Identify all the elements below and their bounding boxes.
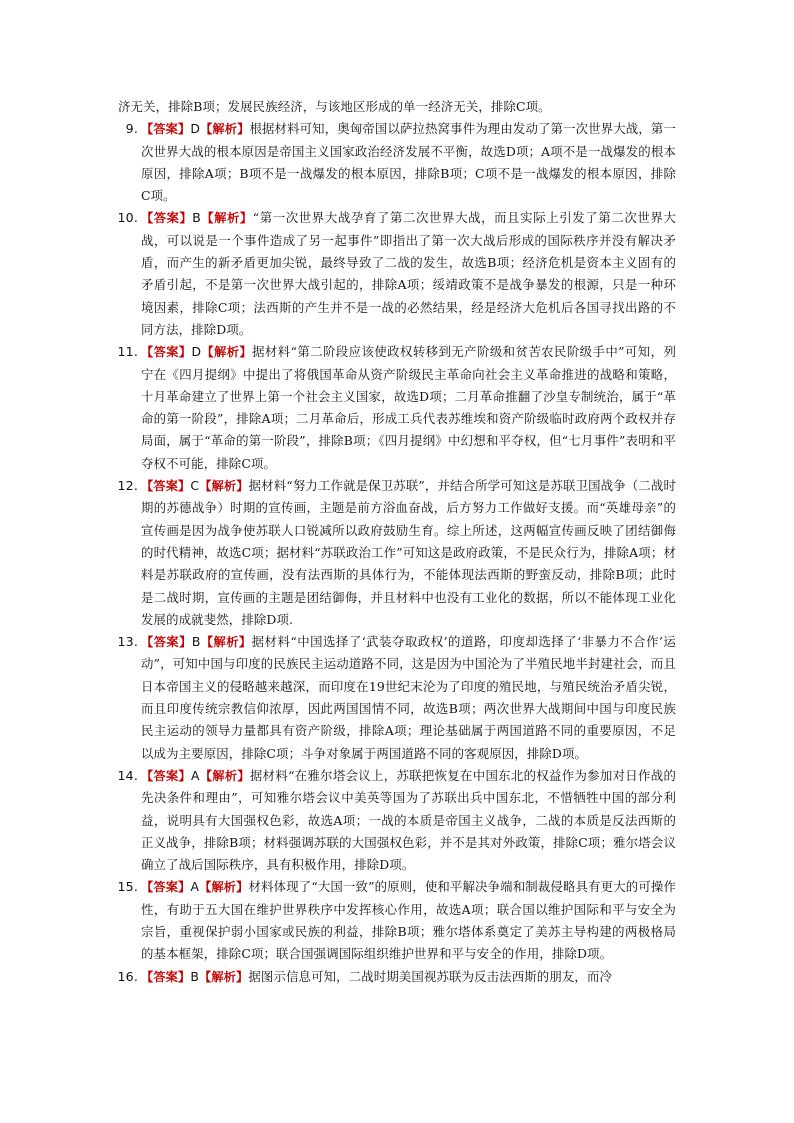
answer-item (118, 876, 676, 965)
answer-label: 【答案】 (141, 479, 191, 494)
answer-key-page (118, 96, 676, 988)
analysis-text: 根据材料可知，奥匈帝国以萨拉热窝事件为理由发动了第一次世界大战，第一次世界大战的根本原因是帝国主义国家政治经济发展不平衡，故选D项；A项不是一战爆发的根本原因，排除A项；B项不是一战爆发的根本原因，排除B项；C项不是一战爆发的根本原因，排除C项。 (141, 121, 676, 204)
analysis-text: 据材料“第二阶段应该使政权转移到无产阶级和贫苦农民阶级手中”可知，列宁在《四月提纲》中提出了将俄国革命从资产阶级民主革命向社会主义革命推进的战略和策略，十月革命建立了世界上第一个社会主义国家，故选D项；二月革命推翻了沙皇专制统治，属于“革命的第一阶段”，排除A项；二月革命后，形成工兵代表苏维埃和资产阶级临时政府两个政权并存局面，属于“革命的第一阶段”，排除B项；《四月提纲》中幻想和平夺权，但“七月事件”表明和平夺权不可能，排除C项。 (141, 344, 676, 471)
analysis-label: 【解析】 (201, 345, 253, 360)
answer-choice: A (191, 767, 200, 783)
analysis-text: 据材料“在雅尔塔会议上，苏联把恢复在中国东北的权益作为参加对日作战的先决条件和理由”，可知雅尔塔会议中美英等国为了苏联出兵中国东北，不惜牺牲中国的部分利益，说明具有大国强权色彩，故选A项；一战的本质是帝国主义战争，二战的本质是反法西斯的正义战争，排除B项；材料强调苏联的大国强权色彩，并不是其对外政策，排除C项；雅尔塔会议确立了战后国际秩序，具有积极作用，排除D项。 (141, 767, 676, 873)
question-number: 15. (117, 879, 138, 895)
answer-label: 【答案】 (141, 969, 191, 984)
answer-label: 【答案】 (141, 880, 191, 895)
answer-item (118, 341, 676, 475)
analysis-text: 据材料“中国选择了‘武装夺取政权’的道路，印度却选择了‘非暴力不合作’运动”，可知中国与印度的民族民主运动道路不同，这是因为中国沦为了半殖民地半封建社会，而且日本帝国主义的侵略越来越深，而印度在19世纪末沦为了印度的殖民地，与殖民统治矛盾尖锐，而且印度传统宗教信仰浓厚，因此两国国情不同，故选B项；两次世界大战期间中国与印度民族民主运动的领导力量都具有资产阶级，排除A项；理论基础属于两国道路不同的重要原因，不足以成为主要原因，排除C项；斗争对象属于两国道路不同的客观原因，排除D项。 (141, 634, 676, 761)
question-number: 11. (117, 344, 138, 360)
analysis-text: 据图示信息可知，二战时期美国视苏联为反击法西斯的朋友，而冷 (248, 968, 613, 984)
analysis-text: 材料体现了“大国一致”的原则，使和平解决争端和制裁侵略具有更大的可操作性，有助于五大国在维护世界秩序中发挥核心作用，故选A项；联合国以维护国际和平与安全为宗旨，重视保护弱小国家或民族的利益，排除B项；雅尔塔体系奠定了美苏主导构建的两极格局的基本框架，排除C项；联合国强调国际组织维护世界和平与安全的作用，排除D项。 (141, 879, 676, 962)
analysis-label: 【解析】 (200, 635, 252, 650)
analysis-label: 【解析】 (199, 768, 250, 783)
analysis-label: 【解析】 (200, 122, 250, 137)
question-number: 16. (117, 968, 138, 984)
answer-label: 【答案】 (141, 768, 192, 783)
answer-item (118, 765, 676, 876)
question-number: 13. (117, 634, 138, 650)
answer-choice: D (191, 344, 202, 360)
answer-choice: B (191, 634, 201, 650)
analysis-text: “第一次世界大战孕育了第二次世界大战，而且实际上引发了第二次世界大战，可以说是一个事件造成了另一起事件”即指出了第一次大战后形成的国际秩序并没有解决矛盾，而产生的新矛盾更加尖锐，最终导致了二战的发生，故选B项；经济危机是资本主义固有的矛盾引起，不是第一次世界大战引起的，排除A项；绥靖政策不是战争暴发的根源，只是一种环境因素，排除C项；法西斯的产生并不是一战的必然结果，经是经济大危机后各国寻找出路的不同方法，排除D项。 (141, 210, 676, 337)
answer-choice: A (190, 879, 200, 895)
answer-choice: B (190, 968, 200, 984)
answer-item (118, 475, 676, 631)
answer-choice: D (190, 121, 201, 137)
question-number: 14. (117, 767, 138, 783)
answer-item (118, 207, 676, 341)
continuation-text: 济无关，排除B项；发展民族经济，与该地区形成的单一经济无关，排除C项。 (118, 99, 551, 114)
answer-choice: B (192, 210, 201, 226)
analysis-label: 【解析】 (200, 211, 253, 226)
question-number: 9. (125, 121, 138, 137)
answer-label: 【答案】 (141, 345, 192, 360)
question-number: 10. (117, 210, 138, 226)
answer-item (118, 631, 676, 765)
analysis-text: 据材料“努力工作就是保卫苏联”，并结合所学可知这是苏联卫国战争（二战时期的苏德战争）时期的宣传画，主题是前方浴血奋战，后方努力工作做好支援。而“英雄母亲”的宣传画是因为战争使苏联人口锐减所以政府鼓励生育。综上所述，这两幅宣传画反映了团结御侮的时代精神，故选C项；据材料“苏联政治工作”可知这是政府政策，不是民众行为，排除A项；材料是苏联政府的宣传画，没有法西斯的具体行为，不能体现法西斯的野蛮反动，排除B项；此时是二战时期，宣传画的主题是团结御侮，并且材料中也没有工业化的数据，所以不能体现工业化发展的成就斐然，排除D项. (141, 478, 676, 627)
answer-item (118, 966, 676, 988)
analysis-label: 【解析】 (199, 969, 249, 984)
analysis-label: 【解析】 (199, 880, 249, 895)
answer-item (118, 118, 676, 207)
question-number: 12. (117, 478, 138, 494)
answer-choice: C (190, 478, 200, 494)
answer-label: 【答案】 (141, 635, 192, 650)
answer-list (118, 118, 676, 988)
analysis-label: 【解析】 (199, 479, 249, 494)
answer-label: 【答案】 (141, 122, 191, 137)
answer-label: 【答案】 (141, 211, 193, 226)
